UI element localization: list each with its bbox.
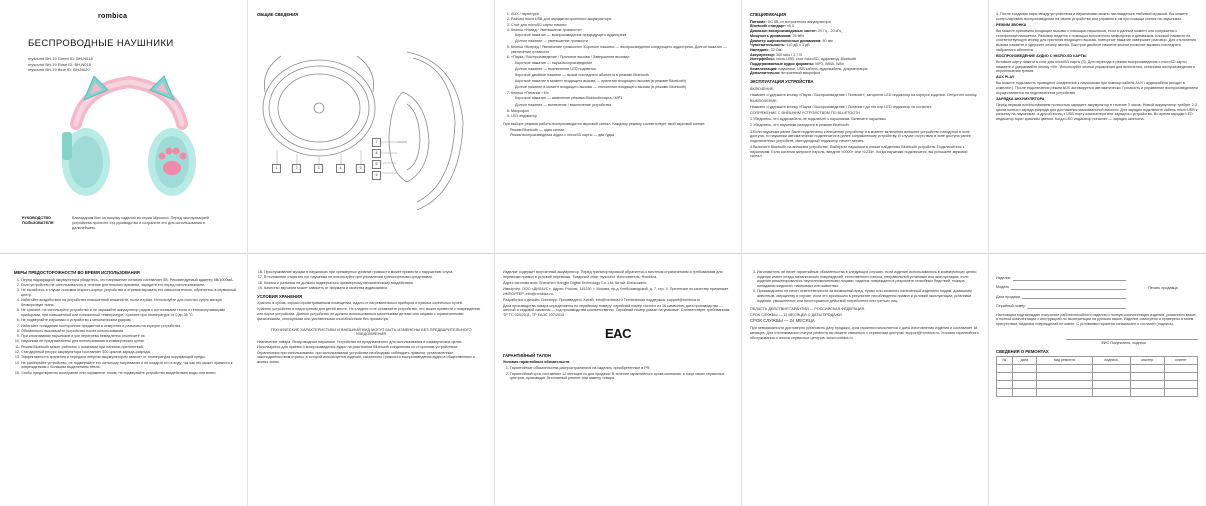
overview-heading: ОБЩИЕ СВЕДЕНИЯ: [257, 12, 299, 17]
list-item: • Режим воспроизведения аудио с microSD карты — два гудка: [510, 133, 733, 138]
list-item: 3. Слот для microSD карты памяти: [511, 23, 733, 28]
spec-row: Bluetooth стандарт: v5.0: [750, 24, 795, 29]
spec-row: Комплектация: наушники, USB кабель, аудиокабель, документация: [750, 66, 868, 71]
spec-list: [750, 20, 980, 76]
page-precautions: [14, 270, 240, 500]
page-modes: [996, 12, 1198, 248]
modes-para: Вставьте карту памяти в слот для microSD карты (3). Для перехода в режим воспроизведения с microSD карты нажмите и удерживайте кнопку «M». Используйте кнопки управления для включения, остановки воспроизведения и переключения треков.: [996, 59, 1196, 74]
tech-para: Назначение товара: беспроводные наушники. Устройство не предназначено для использования в коммерческих целях. Используется для приема и воспроизведения аудио на расстоянии Bluetooth соединения со сторонним устройством.: [257, 339, 463, 349]
list-item: 17. В положении открытия ног наушники не используйте при управлении транспортными средствами.: [264, 275, 485, 280]
table-row[interactable]: [997, 389, 1198, 397]
modes-para: Вы можете подключить проводное соединение к наушникам при помощи кабеля AUX / аудиокабеля (входит в комплект). После подключения режим AUX активируется автоматически. Громкость и управление воспроизведением осуществляется на подключенном устройстве.: [996, 81, 1198, 95]
list-item: Короткое двойное нажатие — вызов последнего абонента в режиме Bluetooth: [515, 72, 649, 77]
column-header: вид ремонта: [1037, 357, 1092, 365]
callout-3: 3: [314, 164, 323, 173]
callout-6: 6: [372, 160, 381, 169]
importer-para: Изделие содержит встроенный аккумулятор. Перед транспортировкой обратитесь к местным ограничениям и требованиям для перевозки правил и условий перевозки. Товарный знак: mysound. Изготовитель: Rombica.: [503, 270, 723, 279]
precautions-heading: МЕРЫ ПРЕДОСТОРОЖНОСТИ ВО ВРЕМЯ ИСПОЛЬЗОВАНИЯ: [14, 270, 140, 275]
usage-para: 3.Если наушники ранее были подключены к внешнему устройству и в момент включения внешнее устройство находится в зоне доступа, то наушники автоматически подключатся в ранее сопряженному устройству. В случае отсутствия в зоне доступа ранее подключенных устройств, светодиодный индикатор начнет мигать.: [750, 129, 971, 143]
list-item: 2. Если устройство не использовалось в течение длительного времени, зарядите его перед использованием.: [21, 283, 240, 288]
list-item: 15. Чтобы предотвратить возгорание или поражение током, не подвергайте устройство воздействию воды или влаги.: [21, 371, 240, 376]
usage-heading: ЭКСПЛУАТАЦИЯ УСТРОЙСТВА: [750, 79, 814, 85]
usage-para: Нажмите и удержите кнопку «Пауза / Воспроизведение / Питание», загорится LED индикатор на корпусе изделия. Отпустите кнопку.: [750, 92, 978, 97]
tech-para: Ограничения при использовании: при использовании устройства необходимо соблюдать правила, установленные законодательством страны, в которой используется изделие, касательно громкости воспроизведения аудио в общественных и жилых зонах.: [257, 350, 475, 365]
list-item: 8. Микрофон: [511, 109, 733, 114]
list-item: 1. AUX / гарнитура: [511, 12, 733, 17]
list-item: 4. Кнопка «Назад / Уменьшение громкости»: [511, 28, 733, 33]
brand-logo: rombica: [98, 13, 128, 20]
tech-notice-heading: ТЕХНИЧЕСКИЕ ХАРАКТЕРИСТИКИ И ВНЕШНИЙ ВИД МОГУТ БЫТЬ ИЗМЕНЕНЫ БЕЗ ПРЕДВАРИТЕЛЬНОГО УВЕДОМЛЕНИЯ: [270, 326, 472, 337]
warranty-list-cont: [750, 270, 980, 304]
fold-line-horizontal: [0, 253, 1206, 254]
list-item: 9. LED индикатор: [511, 114, 733, 119]
table-header-row: [997, 357, 1198, 365]
modes-subheading: РЕЖИМ ЗВОНКА: [996, 22, 1027, 27]
list-item: 16. Прослушивание музыки в наушниках при чрезмерных уровнях громкости может привести к нарушению слуха.: [264, 270, 485, 275]
warranty-subheading: Условия гарантийных обязательств: [503, 360, 570, 365]
product-title: БЕСПРОВОДНЫЕ НАУШНИКИ: [28, 38, 174, 49]
warranty-field: Серийный номер: [996, 304, 1126, 309]
list-item: 14. Не разбирайте устройство, не подвергайте его сильному нагреванию и не кладите его в воду, так как это может привести к повреждениям с большим выделением тепла.: [21, 361, 240, 370]
modes-para: Перед первым использованием полностью зарядите аккумулятор в течение 3 часов. Новый аккумулятор требует 2-3 цикла полного заряда-разряда для достижения максимальной емкости. Для зарядки подключите кабель micro-USB к разъему на наушниках, а другой конец к USB порту компьютера или зарядного устройства. Во время зарядки LED индикатор горит красным цветом. Когда LED индикатор погаснет — зарядка окончена.: [996, 103, 1198, 122]
callout-1: 1: [272, 164, 281, 173]
list-item: 5. Кнопка «Вперед / Увеличение громкости» Короткое нажатие — воспроизведение следующего аудиотрека. Долгое нажатие — увеличение громкости: [511, 45, 733, 54]
list-item: 18. Кнопки и разъемы не должны подвергаться чрезмерному механическому воздействию.: [264, 281, 485, 286]
spec-row: Мощность динамиков: 25 мВт: [750, 33, 805, 38]
list-item: 1. Гарантийные обязательства распространяются на изделия, приобретенные в РФ.: [510, 366, 733, 371]
callout-8: 8: [372, 149, 381, 158]
usage-para: ВКЛЮЧЕНИЕ:: [750, 86, 775, 91]
list-item: 8. Обязательно выключайте устройство после использования.: [21, 329, 240, 334]
guide-intro: Благодарим Вас за покупку изделия из серии Mysound. Перед эксплуатацией устройства прочтите это руководство и сохраните его для использования в дальнейшем.: [72, 216, 209, 230]
control-details: [503, 96, 733, 107]
list-item: Короткое нажатие в момент входящего вызова — принятие входящего вызова (в режиме Bluetooth): [515, 78, 686, 83]
list-item: Долгое нажатие — выключение LED подсветки.: [515, 66, 597, 71]
eac-logo: EAC: [605, 325, 631, 341]
field-line[interactable]: [1013, 276, 1126, 281]
spec-row: Питание: DC 5В, от встроенного аккумулятора: [750, 19, 831, 24]
warranty-list: [503, 366, 733, 381]
page-warranty-terms: [750, 270, 980, 500]
callout-4: 4: [336, 164, 345, 173]
usage-para: ВЫКЛЮЧЕНИЕ:: [750, 99, 778, 104]
fold-line-4: [988, 0, 989, 506]
model-line: mysound BH-19 Blue ID: BH-N020: [28, 67, 90, 73]
list-item: Долгое нажатие — уменьшение громкости: [515, 39, 588, 44]
field-line[interactable]: [1011, 285, 1126, 290]
model-line: mysound BH-19 Green ID: BH-N018: [28, 56, 93, 61]
modes-subheading: ЗАРЯДКА АККУМУЛЯТОРА: [996, 96, 1045, 101]
callout-9: 9: [372, 171, 381, 180]
list-item: 9. При опознавании наушников в ухе перегрева немедленно отключите их.: [21, 334, 240, 339]
page-cover: [14, 12, 236, 248]
repairs-table: [996, 356, 1198, 397]
importer-para: Дата производства товара определяется по серийному номеру: серийный номер состоит из 16 символов, дата производства — шестой и седьмой символы — год производства соответственно. Серийный номер указан на упаковке. Соответствует требованиям: ТР ТС 020/2011, ТР ЕАЭС 037/2016: [503, 303, 731, 318]
table-row[interactable]: [997, 381, 1198, 389]
warranty-fields: [996, 276, 1126, 309]
list-item: Короткое нажатие — воспроизведение предыдущего аудиотрека: [515, 33, 627, 38]
fold-line-1: [247, 0, 248, 506]
controls-list-cont: [503, 109, 733, 119]
warranty-term: СРОК СЛУЖБЫ — 24 МЕСЯЦА: [750, 317, 815, 323]
importer-para: Разработка и дизайн: Сингапур. Произведено: Китай. info@rombica.ru Техническая поддержка: support@rombica.ru: [503, 297, 701, 302]
eac-mark: [503, 325, 733, 341]
list-item: • Режим Bluetooth — один сигнал: [510, 128, 733, 133]
list-item: Долгое нажатие — включение / выключение устройства: [515, 102, 611, 107]
list-item: 4. Избегайте воздействия на устройство повышенной влажности, пыли и грязи. Используйте для очистки сухую мягкую безворсовую ткань.: [21, 298, 240, 307]
column-header: №: [997, 357, 1013, 365]
list-item: 6. Не подвергайте наушники и устройство к механическим ударам.: [21, 318, 240, 323]
usage-para: 1.Убедитесь, что аудиокабель не подключен к наушникам. Включите наушники.: [750, 117, 887, 122]
list-item: 13. Эффективность хранения и передачи энергии аккумулятором зависит от температуры окружающей среды.: [21, 355, 240, 360]
guide-label: РУКОВОДСТВО ПОЛЬЗОВАТЕЛЯ: [22, 216, 54, 225]
list-item: 7. Избегайте попадания посторонних предметов в отверстия и разъемы на корпусе устройства.: [21, 324, 240, 329]
list-item: 4. Производитель не несет ответственности за возможный вред, прямо или косвенно нанесенный изделием людям, домашним животным, имуществу в случае, если это произошло в результате несоблюдения правил и условий эксплуатации, установки изделия, умышленных или неосторожных действий потребителя или третьих лиц.: [757, 289, 980, 303]
fold-line-2: [494, 0, 495, 506]
spec-row: Импеданс: 32 Ом: [750, 47, 782, 52]
mode-signal-intro: При выборе режима работы воспроизводится звуковой сигнал. Каждому режиму соответствует свой звуковой сигнал:: [503, 121, 706, 126]
modes-para: 4. После создания пары между устройством и наушниками можно наслаждаться любимой музыкой. Вы можете контролировать воспроизведение на своем устройстве или управлять им при помощи кнопок на наушниках.: [996, 12, 1188, 21]
warranty-term: СРОК СЛУЖБЫ — 12 МЕСЯЦЕВ С ДАТЫ ПРОДАЖИ: [750, 312, 842, 317]
column-header: клиент: [1164, 357, 1197, 365]
table-row[interactable]: [997, 365, 1198, 373]
spec-row: Дополнительно: встроенный микрофон: [750, 71, 821, 76]
precautions-list: [14, 278, 240, 376]
modes-subheading: AUX PLAY: [996, 75, 1015, 80]
warranty-field: Изделие: [996, 276, 1126, 281]
warranty-field: Дата продажи: [996, 294, 1126, 299]
table-row[interactable]: [997, 373, 1198, 381]
field-line[interactable]: [1027, 304, 1126, 309]
page-specs: [750, 12, 980, 248]
control-details: [503, 33, 733, 44]
usage-para: Нажмите и удержите кнопку «Пауза / Воспроизведение / Питание» до тех пор LED индикатор не погаснет.: [750, 105, 932, 110]
warranty-field: Модель: [996, 285, 1126, 290]
callout-2: 2: [292, 164, 301, 173]
storage-heading: УСЛОВИЯ ХРАНЕНИЯ: [257, 293, 303, 299]
modes-para: Вы можете принимать входящие вызовы с помощью наушников, если в данный момент они сопряжены с телефоном/планшетом. Разговор ведется с помощью встроенного микрофона и динамиков. Кнопкой нажмите на соответствующую кнопку для принятия входящего вызова, повторное нажатие завершает разговор. Для отклонения вызова нажмите и удержите кнопку звонка. Быстрое двойное нажатие кнопки позволит вызвать последнего набранного абонента.: [996, 28, 1196, 52]
list-item: 11. Режим Bluetooth может работать с помехами при наличии препятствий.: [21, 345, 240, 350]
repairs-heading: СВЕДЕНИЯ О РЕМОНТАХ: [996, 348, 1049, 354]
seller-stamp: Печать продавца: [1148, 286, 1178, 290]
page-controls: [503, 12, 733, 248]
warranty-heading: ГАРАНТИЙНЫЙ ТАЛОН: [503, 352, 552, 358]
list-item: 10. Наушники не предназначены для использования в коммерческих целях.: [21, 339, 240, 344]
precautions-list-cont: [257, 270, 485, 291]
column-header: мастер: [1130, 357, 1164, 365]
controls-list-cont: [503, 91, 733, 96]
list-item: 3. Изготовитель не несет гарантийные обязательства в следующих случаях: если изделие использовалось в коммерческих целях; изделие имеет следы механических повреждений, естественного износа, неправильной установки или эксплуатации; если изделие ремонтировалось неуполномоченными лицами; изделие повреждено в результате стихийных бедствий, пожара, попадания жидкости, насекомых или животных.: [757, 270, 980, 289]
headphones-illustration: [54, 72, 204, 212]
spec-row: Интерфейсы: micro-USB, слот microSD, аудиовход, Bluetooth: [750, 57, 857, 62]
model-line: mysound BH-19 Rose ID: BH-N019: [28, 61, 91, 67]
list-item: 6. «Пауза / Воспроизведение / Принятие вызова / Завершение вызова»: [511, 55, 733, 60]
page-overview: [257, 12, 485, 248]
spec-heading: СПЕЦИФИКАЦИЯ: [750, 12, 787, 17]
modes-subheading: ВОСПРОИЗВЕДЕНИЕ АУДИО С MICRO-SD КАРТЫ: [996, 53, 1087, 58]
spec-row: Диаметр широкополосных динамиков: 40 мм: [750, 38, 833, 43]
column-header: дата: [1012, 357, 1036, 365]
importer-para: Импортёр: ООО «ДИЛАУС». Адрес: Россия, 115230, г. Москва, пр-д Хлебозаводский, д. 7, стр. 9. Претензии по качеству принимает ИМПОРТЕР: info@rombica.ru.: [503, 286, 729, 296]
headphones-diagram: [257, 32, 485, 222]
usage-para: 4.Включите Bluetooth на внешнем устройстве. Выберите наушники в списке найденных Bluetooth устройств. Подключитесь к наушникам. Если система запросит пароль, введите «0000» или «1234». Когда наушники подключатся, вы услышите звуковой сигнал.: [750, 145, 968, 159]
field-line[interactable]: [1022, 294, 1126, 299]
list-item: 2. Гарантийный срок составляет 12 месяцев со дня продажи. В течение гарантийного срока компания, в лице своих сервисных центров, производит бесплатный ремонт или замену товара.: [510, 372, 733, 381]
fold-line-3: [741, 0, 742, 506]
list-item: Короткое нажатие — изменение режима Bluetooth/карта / MP3: [515, 96, 623, 101]
list-item: Долгое нажатие в момент входящего вызова — отклонение входящего вызова (в режиме Bluetooth): [515, 85, 687, 90]
list-item: 19. Качество звучания может зависеть от формата и качества аудиозаписи.: [264, 286, 485, 291]
list-item: 12. Стандартный ресурс аккумулятора составляет 500 циклов заряда-разряда.: [21, 350, 240, 355]
page-storage: [257, 270, 485, 500]
list-item: 7. Кнопка «Питание / M»: [511, 91, 733, 96]
buyer-confirmation: Настоящим подтверждаю получение работоспособного изделия и полную комплектацию изделия, указанного выше, в полной комплектации с инструкцией по эксплуатации на русском языке. Изделие осмотрено и проверено в моем присутствии, видимых повреждений не имеет. С условиями гарантии ознакомлен и согласен (подпись).: [996, 312, 1197, 327]
callout-5: 5: [356, 164, 365, 173]
list-item: 5. Не храните, не используйте устройство и не заряжайте аккумулятор рядом с источниками тепла и теплоизлучающими приборами, при повышенной или пониженной температуре. Храните при температуре от 0 до 35 °С.: [21, 308, 240, 317]
list-item: 1. Перед подзарядкой аккумулятора убедитесь, что напряжение питания составляет 5В. Рекомендуемый адаптер 5В/1000мА.: [21, 278, 240, 283]
signature-line[interactable]: [1066, 335, 1198, 340]
control-details: [503, 61, 733, 90]
list-item: 3. Не пытайтесь в случае поломки открыть корпус устройства и отремонтировать его самостоятельно, обратитесь в сервисный центр.: [21, 288, 240, 297]
warranty-final: При невозможности достоверно установить дату продажи, срок гарантии исчисляется с даты изготовления изделия и составляет 18 месяцев. Для отслеживания статуса ремонта вы можете связаться с сервисным центром: support@rombica.ru. Условия гарантийного обслуживания и список сервисных центров: www.rombica.ru: [750, 326, 979, 340]
usage-para: СОПРЯЖЕНИЕ С ВНЕШНИМ УСТРОЙСТВОМ ПО BLUETOOTH: [750, 111, 861, 116]
spec-row: Аккумулятор: 300 мАч / 3,7 В: [750, 52, 802, 57]
list-item: Короткое нажатие — пауза/воспроизведение: [515, 60, 593, 65]
callout-7: 7: [372, 138, 381, 147]
page-importer: [503, 270, 733, 500]
mode-signal-list: [503, 128, 733, 138]
list-item: 2. Разъем micro USB для зарядки встроенного аккумулятора.: [511, 17, 733, 22]
signature-label: ФИО Покупателя, подпись: [1101, 340, 1147, 345]
storage-para: Хранить в сухом, хорошо проветриваемом помещении, вдали от нагревательных приборов и прямых солнечных лучей.: [257, 301, 463, 306]
importer-para: Адрес изготовителя: Shenzhen Hengjin Digital Technology Co.,Ltd. Китай, Шэньчжэнь.: [503, 280, 648, 285]
spec-row: Чувствительность: 110 дБ ± 3 дБ: [750, 43, 810, 48]
column-header: подпись: [1092, 357, 1130, 365]
storage-para: Хранить устройство в недоступном для детей месте. Не кладите и не оставляйте устройство, это может привести к повреждению или порче устройства. Данное устройство не должно использоваться маленькими детьми или лицами с ограниченными физическими, сенсорными или умственными способностями без присмотра.: [257, 307, 481, 321]
controls-list: [503, 12, 733, 33]
spec-row: Поддерживаемые аудио форматы: MP3, WMA, WAV: [750, 62, 845, 67]
model-list: [28, 56, 93, 73]
page-warranty-card: [996, 270, 1198, 500]
usage-para: 2.Убедитесь, что наушники находятся в режиме Bluetooth.: [750, 123, 850, 128]
signature-row: [1066, 335, 1198, 340]
warranty-region: ОБЛАСТЬ ДЕЙСТВИЯ ГАРАНТИИ — РОССИЙСКАЯ ФЕДЕРАЦИЯ.: [750, 306, 866, 311]
controls-list-cont: [503, 45, 733, 60]
spec-row: Диапазон воспроизводимых частот: 20 Гц - 20 кГц: [750, 29, 842, 34]
